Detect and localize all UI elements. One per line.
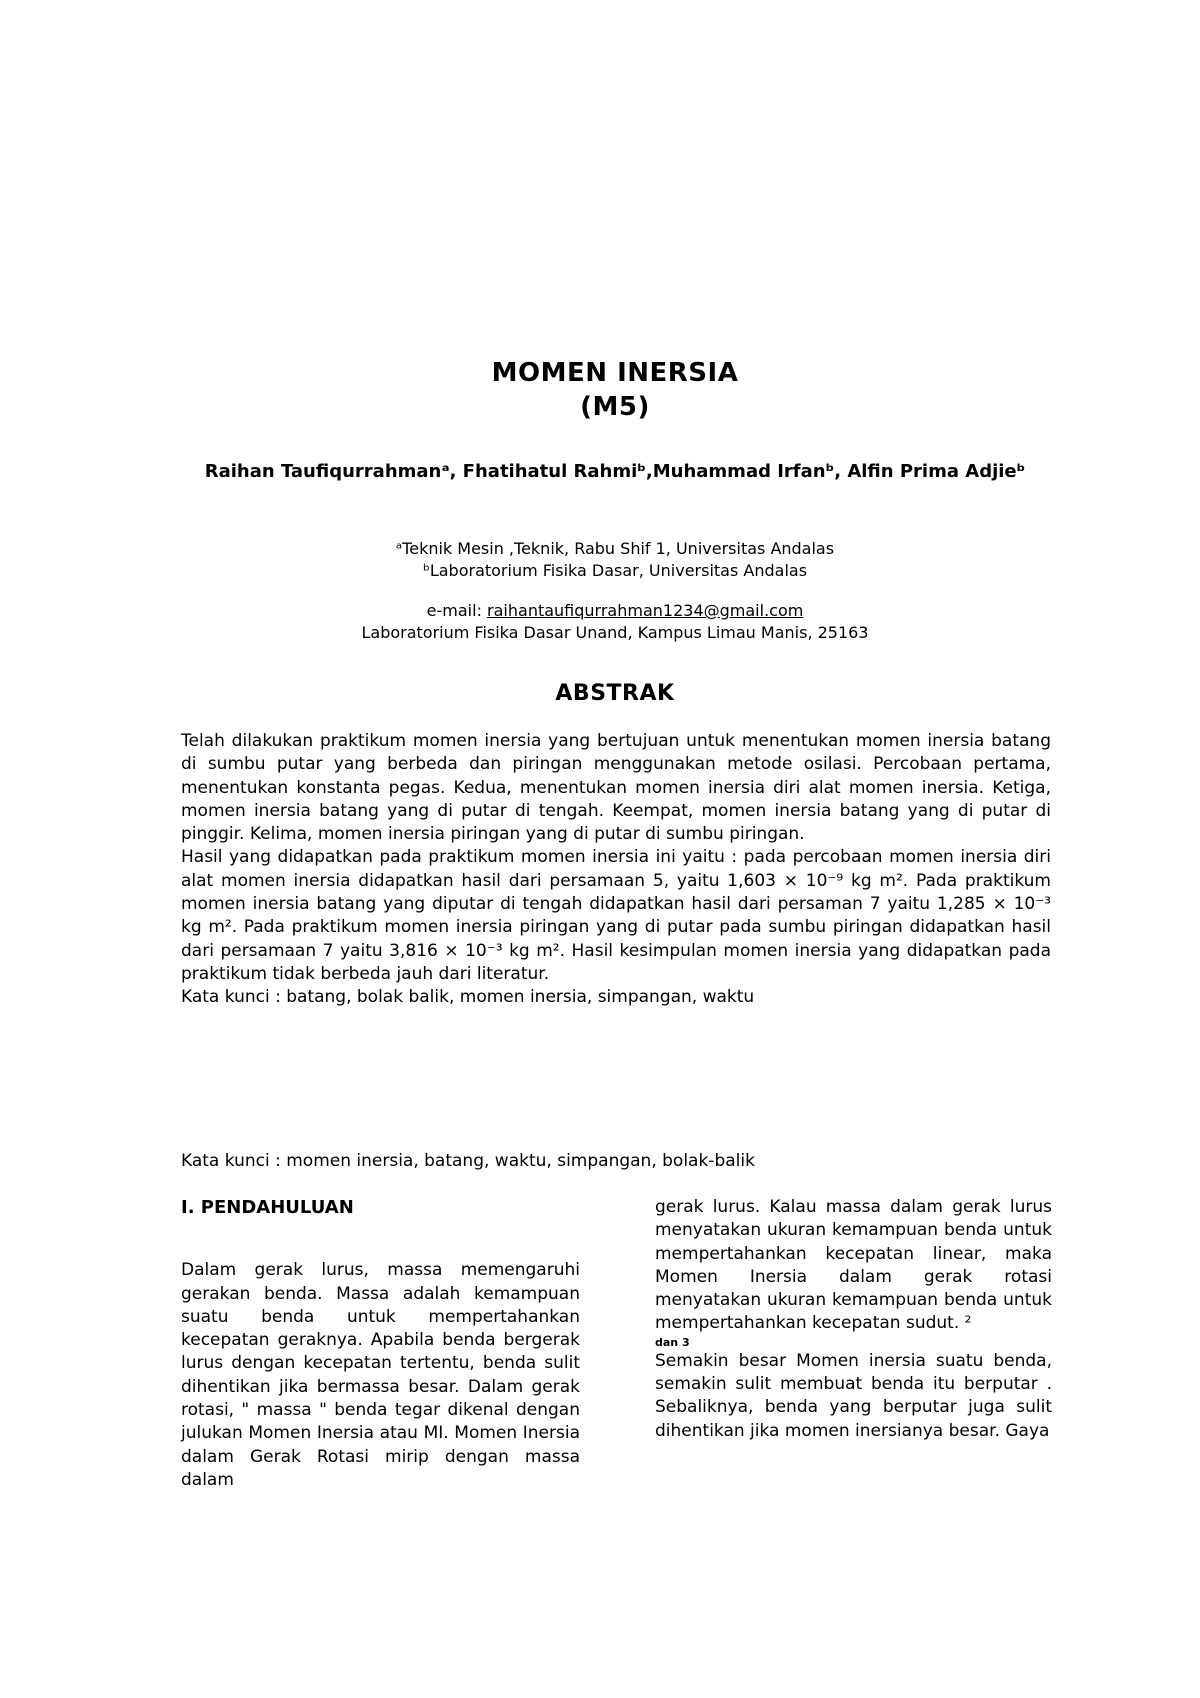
email-label: e-mail:	[426, 601, 488, 620]
section-heading-pendahuluan: I. PENDAHULUAN	[181, 1197, 354, 1218]
citation-note: dan 3	[655, 1335, 690, 1349]
email-line	[180, 600, 1050, 622]
paper-title-line2: (M5)	[580, 392, 650, 422]
affiliation-line-2: ᵇLaboratorium Fisika Dasar, Universitas Andalas	[422, 561, 808, 580]
abstract-body	[181, 730, 1051, 1010]
affiliation-line-1: ᵃTeknik Mesin ,Teknik, Rabu Shif 1, Universitas Andalas	[395, 539, 835, 558]
keywords-line-1: Kata kunci : batang, bolak balik, momen inersia, simpangan, waktu	[181, 987, 755, 1008]
keywords-line-2: Kata kunci : momen inersia, batang, waktu, simpangan, bolak-balik	[181, 1151, 755, 1171]
authors-line: Raihan Taufiqurrahmanᵃ, Fhatihatul Rahmiᵇ,Muhammad Irfanᵇ, Alfin Prima Adjieᵇ	[204, 461, 1026, 482]
abstract-paragraph-2: Hasil yang didapatkan pada praktikum momen inersia ini yaitu : pada percobaan momen inersia diri alat momen inersia didapatkan hasil dari persamaan 5, yaitu 1,603 × 10⁻⁹ kg m². Pada praktikum momen inersia batang yang diputar di tengah didapatkan hasil dari persaman 7 yaitu 1,285 × 10⁻³ kg m². Pada praktikum momen inersia piringan yang di putar pada sumbu piringan didapatkan hasil dari persamaan 7 yaitu 3,816 × 10⁻³ kg m². Hasil kesimpulan momen inersia yang didapatkan pada praktikum tidak berbeda jauh dari literatur.	[181, 847, 1051, 984]
address-line: Laboratorium Fisika Dasar Unand, Kampus Limau Manis, 25163	[361, 623, 869, 642]
paper-title-line1: MOMEN INERSIA	[491, 358, 739, 388]
email-link[interactable]: raihantaufiqurrahman1234@gmail.com	[487, 601, 804, 620]
column-left	[181, 1196, 580, 1492]
paper-title	[180, 356, 1050, 424]
left-column-paragraph: Dalam gerak lurus, massa memengaruhi gerakan benda. Massa adalah kemampuan suatu benda untuk mempertahankan kecepatan geraknya. Apabila benda bergerak lurus dengan kecepatan tertentu, benda sulit dihentikan jika bermassa besar. Dalam gerak rotasi, " massa " benda tegar dikenal dengan julukan Momen Inersia atau MI. Momen Inersia dalam Gerak Rotasi mirip dengan massa dalam	[181, 1260, 580, 1490]
right-column-paragraph-2: Semakin besar Momen inersia suatu benda, semakin sulit membuat benda itu berputar . Sebaliknya, benda yang berputar juga sulit dihentikan jika momen inersianya besar. Gaya	[655, 1350, 1052, 1441]
right-column-paragraph-1: gerak lurus. Kalau massa dalam gerak lurus menyatakan ukuran kemampuan benda untuk mempertahankan kecepatan linear, maka Momen Inersia dalam gerak rotasi menyatakan ukuran kemampuan benda untuk mempertahankan kecepatan sudut. ²	[655, 1197, 1052, 1334]
abstract-heading: ABSTRAK	[555, 681, 675, 706]
affiliations-block	[180, 538, 1050, 582]
column-right	[655, 1196, 1052, 1443]
contact-block	[180, 600, 1050, 644]
abstract-paragraph-1: Telah dilakukan praktikum momen inersia yang bertujuan untuk menentukan momen inersia batang di sumbu putar yang berbeda dan piringan menggunakan metode osilasi. Percobaan pertama, menentukan konstanta pegas. Kedua, menentukan momen inersia diri alat momen inersia. Ketiga, momen inersia batang yang di putar di tengah. Keempat, momen inersia batang yang di putar di pinggir. Kelima, momen inersia piringan yang di putar di sumbu piringan.	[181, 731, 1051, 845]
